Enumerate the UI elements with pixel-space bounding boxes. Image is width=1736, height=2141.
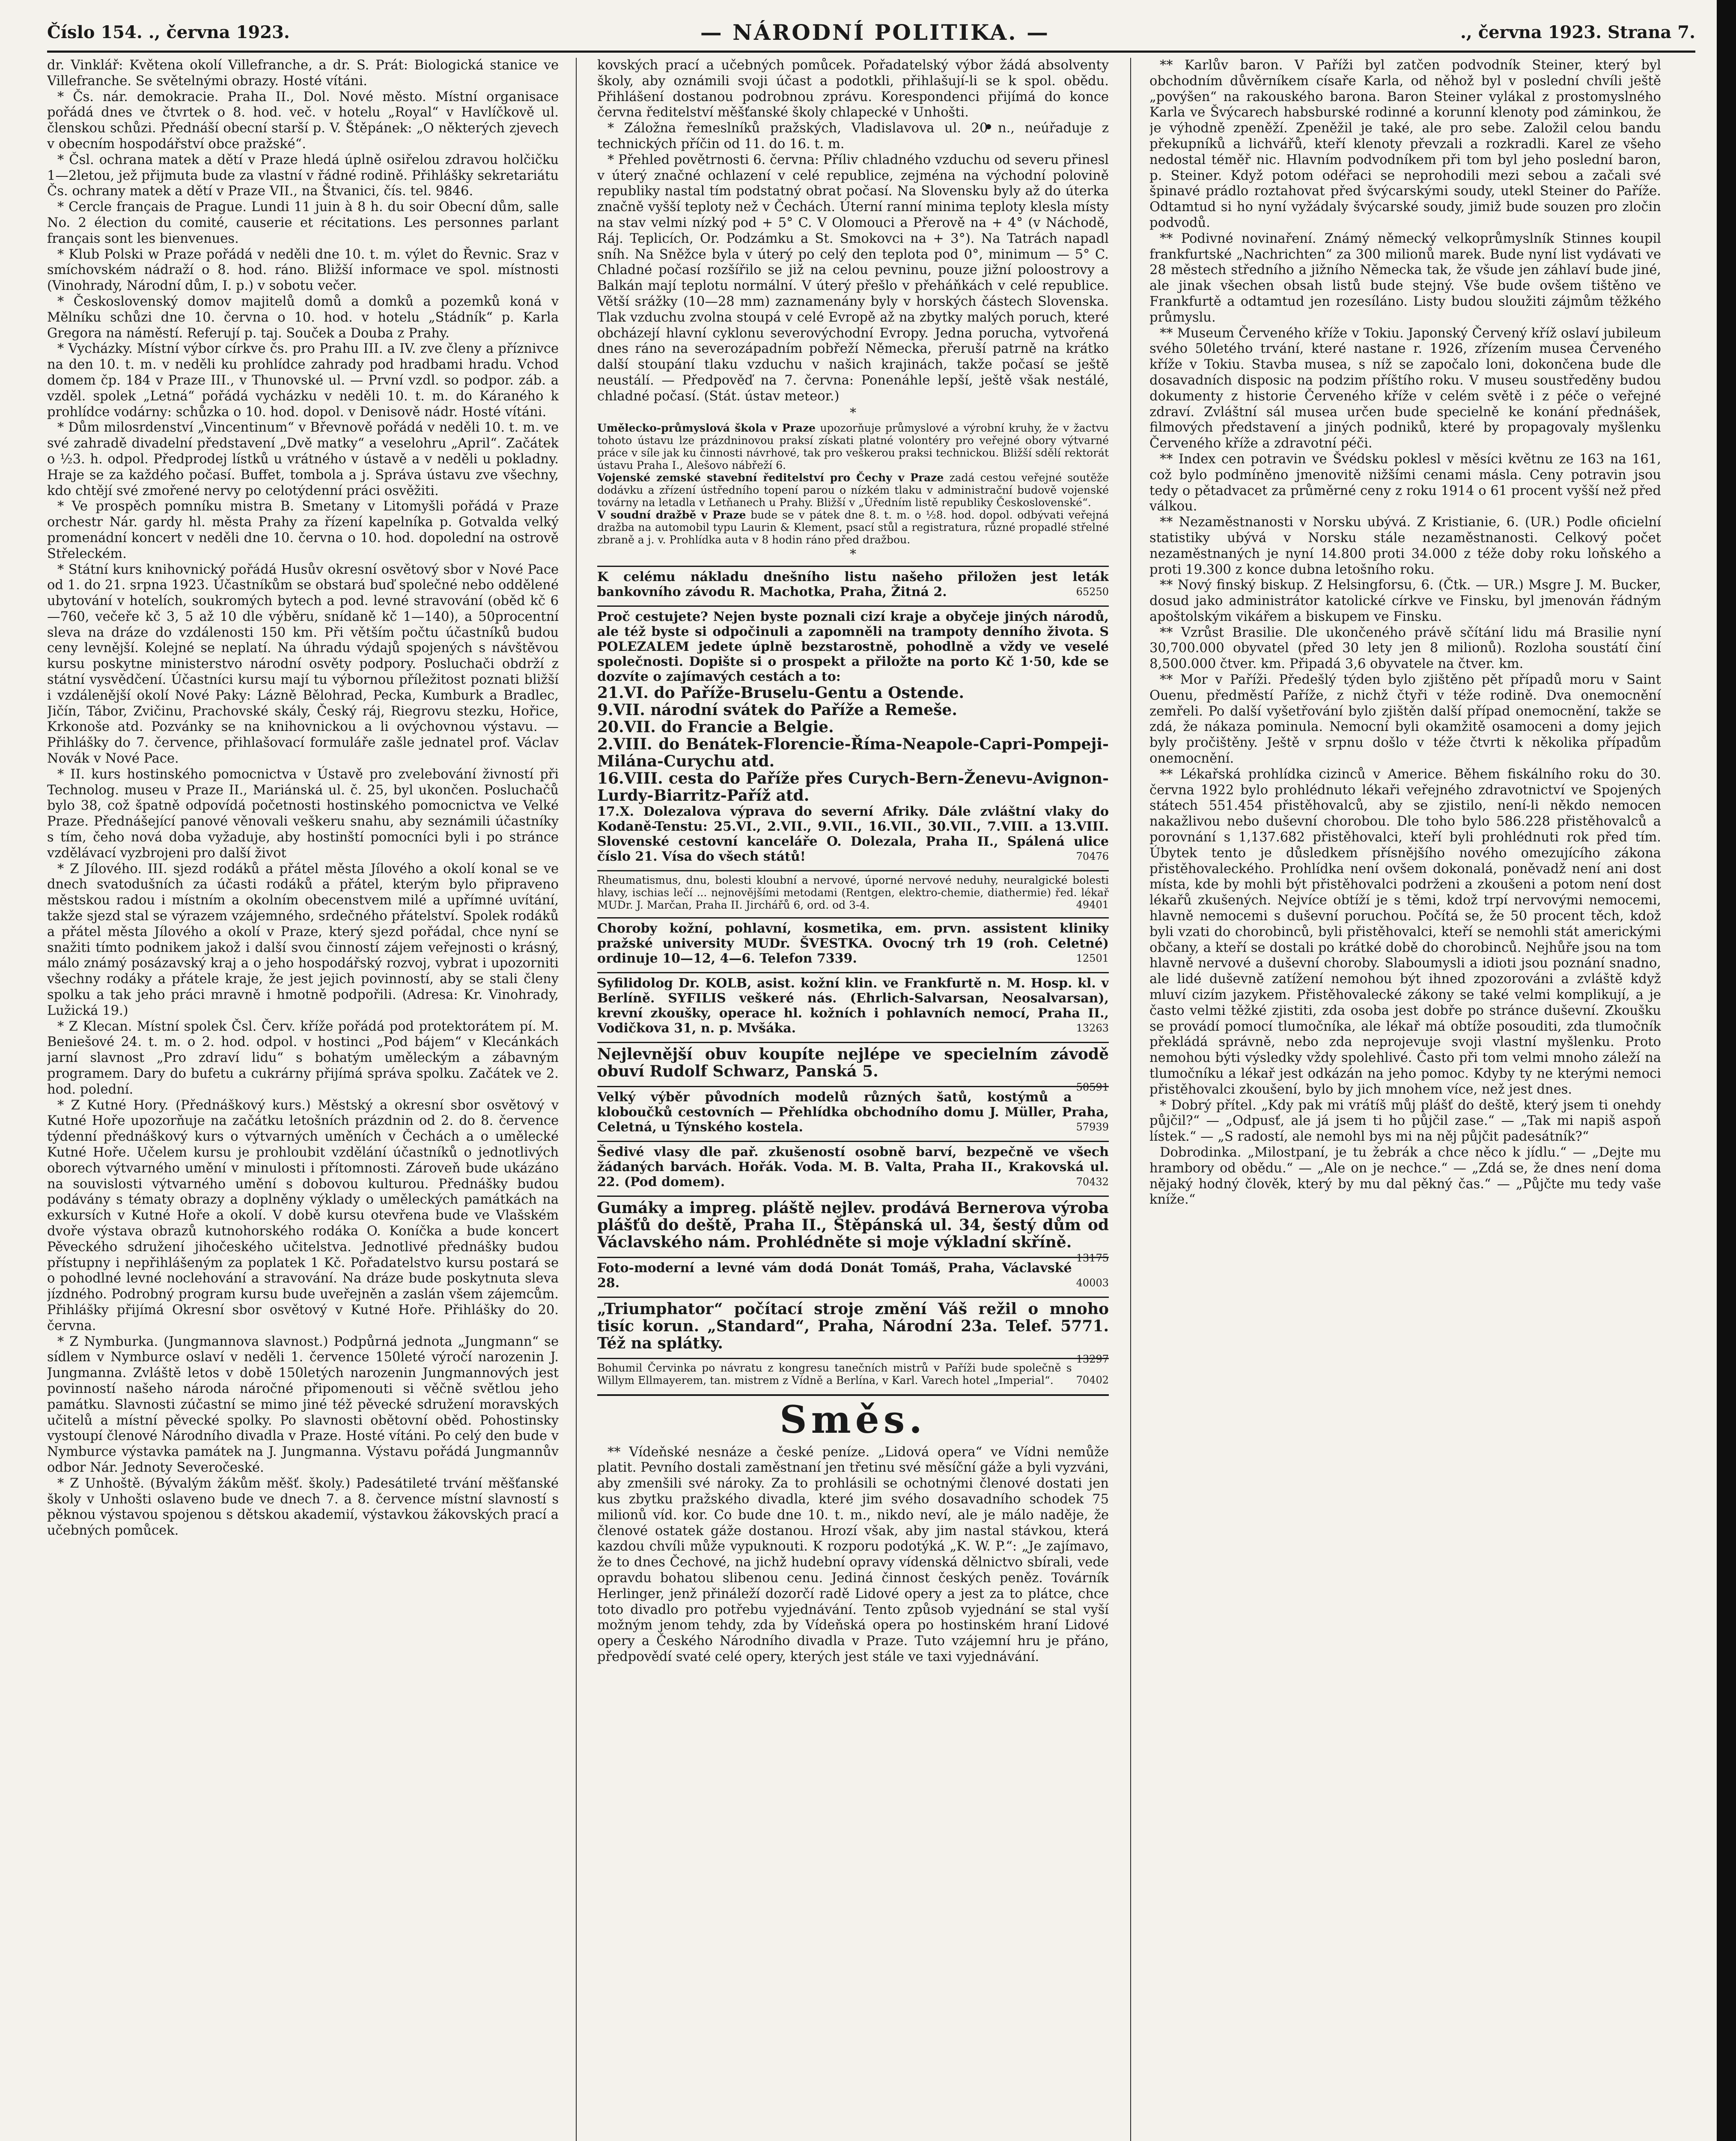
advert-code: 70432 bbox=[1076, 1175, 1109, 1188]
article-paragraph: * Přehled povětrnosti 6. června: Příliv chladného vzduchu od severu přinesl v úterý značné ochlazení v celé republice, zejména na východní polovině republiky nastal tím podstatný obrat počasí. Na Slovensku byly až do úterka značně vyšší teploty než v Čechách. Úterní ranní minima teploty klesla místy na stav velmi nízký pod + 5° C. V Olomouci a Přerově na + 4° (v Náchodě, Ráj. Teplicích, Or. Podzámku a St. Smokovci na + 3°). Na Tatrách napadl sníh. Na Sněžce byla v úterý po celý den teplota pod 0°, minimum — 5° C. Chladné počasí rozšířilo se již na celou pevninu, pouze jižní poloostrovy a Balkán mají teplotu normální. V úterý přešlo v přeháňkách v celé republice. Větší srážky (10—28 mm) zaznamenány byly v horských částech Slovenska. Tlak vzduchu zvolna stoupá v celé Evropě až na zbytky malých poruch, které obcházejí hlavní cyklonu severovýchodní Evropy. Jedna porucha, vytvořená dnes ráno na severozápadním pobřeží Německa, přeruší patrně na krátko další stoupání tlaku vzduchu v našich krajinách, takže počasí se ještě neustálí. — Předpověď na 7. června: Ponenáhle lepší, ještě však nestálé, chladné počasí. (Stát. ústav meteor.) bbox=[597, 152, 1109, 404]
separator-star: * bbox=[850, 546, 856, 562]
page-header bbox=[47, 17, 1695, 47]
separator-star: * bbox=[850, 405, 856, 420]
advert-text: Bohumil Červinka po návratu z kongresu tanečních mistrů v Paříži bude společně s Willym Ellmayerem, tan. mistrem z Vídně a Berlína, v Karl. Varech hotel „Imperial“. bbox=[597, 1361, 1072, 1387]
advert-code: 65250 bbox=[1076, 585, 1109, 598]
advert-code: 13297 bbox=[1076, 1353, 1109, 1365]
advert-code: 57939 bbox=[1076, 1121, 1109, 1133]
advert-text: „Triumphator“ počítací stroje změní Váš režil o mnoho tisíc korun. „Standard“, Praha, Národní 23a. Telef. 5771. Též na splátky. bbox=[597, 1300, 1109, 1352]
travel-line: 17.X. Dolezalova výprava do severní Afriky. Dále zvláštní vlaky do Kodaně-Tenstu: 25.VI., 2.VII., 9.VII., 16.VII., 30.VII., 7.VIII. a 13.VIII. Slovenské cestovní kanceláře O. Dolezala, Praha II., Spálená ulice číslo 21. Vísa do všech států! bbox=[597, 804, 1109, 864]
advert-code: 50591 bbox=[1076, 1081, 1109, 1093]
column-3 bbox=[1149, 58, 1661, 2141]
travel-line: 21.VI. do Paříže-Bruselu-Gentu a Ostende. bbox=[597, 683, 965, 702]
advert-text: K celému nákladu dnešního listu našeho přiložen jest leták bankovního závodu R. Machotka, Praha, Žitná 2. bbox=[597, 569, 1109, 599]
advert-code: 13263 bbox=[1076, 1022, 1109, 1034]
advert-text: Syfilidolog Dr. KOLB, asist. kožní klin. ve Frankfurtě n. M. Hosp. kl. v Berlíně. SYFILIS veškeré nás. (Ehrlich-Salvarsan, Neosalvarsan), krevní zkoušky, operace hl. kožních i pohlavních nemocí, Praha II., Vodičkova 31, n. p. Mvšáka. bbox=[597, 975, 1109, 1036]
article-paragraph: * Klub Polski w Praze pořádá v neděli dne 10. t. m. výlet do Řevnic. Sraz v smíchovském nádraží o 8. hod. ráno. Bližší informace ve spol. místnosti (Vinohrady, Národní dům, I. p.) v sobotu večer. bbox=[47, 247, 559, 294]
column-divider bbox=[576, 58, 577, 2141]
advert-text: Nejlevnější obuv koupíte nejlépe ve specielním závodě obuví Rudolf Schwarz, Panská 5. bbox=[597, 1045, 1109, 1080]
notice-title: Vojenské zemské stavební ředitelství pro Čechy v Praze bbox=[597, 471, 944, 484]
notice-ad bbox=[597, 509, 1109, 546]
advert bbox=[597, 1358, 1109, 1390]
article-paragraph: dr. Vinklář: Květena okolí Villefranche, a dr. S. Prát: Biologická stanice ve Villefranche. Se světelnými obrazy. Hosté vítáni. bbox=[47, 58, 559, 89]
section-heading-smes: Směs. bbox=[597, 1394, 1109, 1443]
article-paragraph: * Ve prospěch pomníku mistra B. Smetany v Litomyšli pořádá v Praze orchestr Nár. gardy hl. města Prahy za řízení kapelníka p. Gotvalda velký promenádní koncert v neděli dne 10. června o 10. hod. dopolední na ostrově Střeleckém. bbox=[47, 499, 559, 561]
article-paragraph: * Dobrý přítel. „Kdy pak mi vrátíš můj plášť do deště, který jsem ti onehdy půjčil?“ — „Odpusť, ale já jsem ti ho půjčil zase.“ — „Tak mi napiš aspoň lístek.“ — „S radostí, ale nemohl bys mi na něj půjčit padesátník?“ bbox=[1149, 1097, 1661, 1145]
column-1 bbox=[47, 58, 559, 2141]
advert bbox=[597, 1141, 1109, 1193]
notice-text: zadá cestou veřejné soutěže dodávku a zřízení ústředního topení parou o nízkém tlaku v administrační budově vojenské továrny na letadla v Letňanech u Prahy. Bližší v „Úředním listě republiky Československé“. bbox=[597, 471, 1109, 509]
article-paragraph: ** Lékařská prohlídka cizinců v Americe. Během fiskálního roku do 30. června 1922 bylo prohlédnuto lékaři veřejného zdravotnictví ve Spojených státech 551.454 přistěhovalců, aby se zjistilo, není-li někdo nemocen nakažlivou nebo duševní chorobou. Dle toho bylo 586.228 přistěhovalců a porovnání s 1,137.682 přistěhovalci, kteří byli prohlédnuti rok před tím. Úbytek tento je důsledkem přísnějšího nového omezujícího zákona přistěhovaleckého. Prohlídka není ovšem dokonalá, poněvadž není ani dost místa, kde by mohli být přistěhovalci podrženi a zkoušeni a potom není dost lékařů zkušených. Nejvíce obtíží je s těmi, kdož trpí nervovými nemocemi, hlavně nemocemi s duševní poruchou. Počítá se, že 50 procent těch, kdož byli vzati do chorobinců, byli přistěhovalci, kteří se nemohli stát americkými občany, a kteří se dostali po krátké době do chorobinců. Nejhůře jsou na tom hlavně nervové a duševní choroby. Slaboumysli a idioti jsou poznání snadno, ale lidé duševně zatížení nemohou být ihned zpozorováni a zvláště když mluví cizím jazykem. Přistěhovalecké zákony se také velmi komplikují, a je často velmi těžké zjistiti, zda osoba jest dobře po stránce duševní. Zkoušku se provádí pomocí tlumočníka, ale lékař má obtíže posouditi, zda tlumočník překládá správně, nebo zda neprojevuje svoji vlastní myšlenku. Proto nemohou býti výsledky vždy spolehlivé. Často při tom velmi mnoho záleží na tlumočníku a lékař jest odkázán na jeho pomoc. Kdyby ty ne kterými nemoci přistěhovalci zkoušení, bylo by jich mnohem více, než jest dnes. bbox=[1149, 766, 1661, 1097]
article-paragraph: * Československý domov majitelů domů a domků a pozemků koná v Mělníku schůzi dne 10. června o 10. hod. v hotelu „Stádník“ p. Karla Gregora na náměstí. Referují p. taj. Souček a Douba z Prahy. bbox=[47, 294, 559, 341]
advert bbox=[597, 1196, 1109, 1264]
article-paragraph: kovských prací a učebných pomůcek. Pořadatelský výbor žádá absolventy školy, aby oznámili svoji účast a podotkli, přihlašují-li se k spol. obědu. Přihlášení dostanou podrobnou zprávu. Korespondenci přijímá do konce června ředitelství měšťanské školy chlapecké v Unhošti. bbox=[597, 58, 1109, 120]
advert bbox=[597, 566, 1109, 603]
advert-code: 13175 bbox=[1076, 1252, 1109, 1264]
scan-edge-shadow bbox=[1717, 0, 1736, 2141]
header-issue: Číslo 154. ., června 1923. bbox=[47, 22, 290, 42]
article-paragraph: * Čs. nár. demokracie. Praha II., Dol. Nové město. Místní organisace pořádá dnes ve čtvrtek o 8. hod. več. v hotelu „Royal“ v Havlíčkově ul. členskou schůzi. Přednáší obecní starší p. V. Štěpánek: „O některých zjevech v obecním hospodářství obce pražské“. bbox=[47, 89, 559, 152]
article-paragraph: ** Karlův baron. V Paříži byl zatčen podvodník Steiner, který byl obchodním důvěrníkem císaře Karla, od něhož byl v poslední chvíli ještě „povýšen“ na rakouského barona. Baron Steiner vylákal z prostomyslného Karla ve Švýcarech habsburské rodinné a korunní klenoty pod záminkou, že je výhodně zpeněží. Zpeněžil je také, ale pro sebe. Založil celou bandu překupníků a lichvářů, kteří klenoty převzali a rozkradli. Karel ze všeho nedostal téměř nic. Hlavním podvodníkem při tom byl jeho poslední baron, p. Steiner. Když potom odéřaci se neprohodili mezi sebou a začali své špinavé prádlo roztahovat před švýcarskými soudy, utekl Steiner do Paříže. Odtamtud si ho nyní vyžádaly švýcarské soudy, jimiž bude souzen pro zločin podvodů. bbox=[1149, 58, 1661, 230]
article-paragraph: ** Vídeňské nesnáze a české peníze. „Lidová opera“ ve Vídni nemůže platit. Pevního dostali zaměstnaní jen třetinu své měsíční gáže a byli vyzváni, aby zmenšili své nároky. Za to prohlásili se ochotnými členové dostati jen kus zbytku pražského divadla, které jim svého dosavadního schodek 75 milionů víd. kor. Co bude dne 10. t. m., nikdo neví, ale je málo naděje, že členové ostatek gáže dostanou. Hrozí však, aby jim nastal stávkou, která kazdou chvíli může vypuknouti. K rozporu podotýká „K. W. P.“: „Je zajímavo, že to dnes Čechové, na jichž hudební opravy vídenská dělnictvo sbírali, vede opravdu bohatou slibenou cenu. Jediná činnost českých peněz. Továrník Herlinger, jenž přináleží dozorčí radě Lidové opery a jest za to plátce, chce toto divadlo pro potřebu vyjednávání. Tento způsob vyjednání se stal vyší možným jenom tehdy, zda by Vídeňská opera po hostinském hraní Lidové opery a Českého Národního divadla v Praze. Tuto vzájemní hru je přáno, předpovědí svaté celé opery, kterých jest stále ve taxi vyjednávání. bbox=[597, 1444, 1109, 1664]
travel-line: 16.VIII. cesta do Paříže přes Curych-Bern-Ženevu-Avignon-Lurdy-Biarritz-Paříž atd. bbox=[597, 769, 1109, 805]
article-paragraph: * Z Nymburka. (Jungmannova slavnost.) Podpůrná jednota „Jungmann“ se sídlem v Nymburce oslaví v neděli 1. července 150leté výročí narozenin J. Jungmanna. Zvláště letos v době 150letých narozenin Jungmannových jest povinností našeho národa náročné připomenouti si věčně světlou jeho památku. Slavnosti zúčastní se mimo jiné též pěvecké sdružení moravských učitelů a místní pěvecké spolky. Po slavnosti obětovní oběd. Pohostinsky vystoupí členové Národního divadla v Praze. Hosté vítáni. Po celý den bude v Nymburce výstavka památek na J. Jungmanna. Výstavu pořádá Jungmannův odbor Nár. Jednoty Severočeské. bbox=[47, 1334, 559, 1475]
article-paragraph: * Dům milosrdenství „Vincentinum“ v Břevnově pořádá v neděli 10. t. m. ve své zahradě divadelní představení „Dvě matky“ a veselohru „April“. Začátek o ½3. h. odpol. Předprodej lístků u vrátného v ústavě a v neděli u pokladny. Hraje se za každého počasí. Buffet, tombola a j. Správa ústavu zve všechny, kdo chtějí své zmořené nervy po celotýdenní práci osvěžiti. bbox=[47, 420, 559, 498]
article-paragraph: * Z Klecan. Místní spolek Čsl. Červ. kříže pořádá pod protektorátem pí. M. Beniešové 24. t. m. o 2. hod. odpol. v hostinci „Pod bájem“ v Klecánkách jarní slavnost „Pro zdraví lidu“ s bohatým uměleckým a zábavným programem. Dary do bufetu a cukrárny přijímá správa spolku. Začátek ve 2. hod. polední. bbox=[47, 1019, 559, 1097]
travel-line: 9.VII. národní svátek do Paříže a Remeše. bbox=[597, 701, 957, 719]
notice-text: upozorňuje průmyslové a výrobní kruhy, že v žactvu tohoto ústavu lze prázdninovou praksí získati platné volontéry pro veřejné obory výtvarné práce v síle jak ku činnosti návrhové, tak pro veškerou praksi technickou. Bližší sdělí rektorát ústavu Praha I., Alešovo nábřeží 6. bbox=[597, 421, 1109, 471]
notice-ad bbox=[597, 422, 1109, 471]
article-paragraph: * Záložna řemeslníků pražských, Vladislavova ul. 20 n., neúřaduje z technických příčin od 11. do 16. t. m. bbox=[597, 121, 1109, 152]
advert-code: 70476 bbox=[1076, 850, 1109, 862]
advert-code: 49401 bbox=[1076, 898, 1109, 911]
notice-title: Umělecko-průmyslová škola v Praze bbox=[597, 421, 816, 434]
article-paragraph: * Čsl. ochrana matek a dětí v Praze hledá úplně osiřelou zdravou holčičku 1—2letou, jež přijmuta bude za vlastní v řádné rodině. Přihlášky sekretariátu Čs. ochrany matek a dětí v Praze VII., na Štvanici, čís. tel. 9846. bbox=[47, 152, 559, 199]
article-paragraph: * II. kurs hostinského pomocnictva v Ústavě pro zvelebování živností při Technolog. museu v Praze II., Mariánská ul. č. 25, byl ukončen. Posluchačů bylo 38, což špatně odpovídá početnosti hostinského pomocnictva ve Velké Praze. Přednášející panové věnovali veškeru snahu, aby seznámili účastníky s tím, čeho nová doba vyžaduje, aby hostinští pomocníci byli i po stránce vzdělávací vyzbrojeni pro další život bbox=[47, 766, 559, 861]
advert bbox=[597, 1257, 1109, 1294]
travel-line: 20.VII. do Francie a Belgie. bbox=[597, 718, 834, 736]
advert-text: Rheumatismus, dnu, bolesti kloubní a nervové, úporné nervové neduhy, neuralgické bolesti hlavy, ischias lečí ... nejnovějšími metodami (Rentgen, elektro-chemie, diathermie) řed. lékař MUDr. J. Marčan, Praha II. Jirchářů 6, ord. od 3-4. bbox=[597, 874, 1109, 911]
article-paragraph: ** Mor v Paříži. Předešlý týden bylo zjištěno pět případů moru v Saint Ouenu, předměstí Paříže, z nichž čtyři v téže rodině. Dva onemocnění zemřeli. Po další vyšetřování bylo zjištěn další případ onemocnění, takže se zdá, že nákaza pominula. Nemocní byli okamžitě osamoceni a domy jejich byly pročištěny. Ještě v srpnu došlo v téže čtvrti k několika případům onemocnění. bbox=[1149, 672, 1661, 766]
article-paragraph: ** Museum Červeného kříže v Tokiu. Japonský Červený kříž oslaví jubileum svého 50letého trvání, které nastane r. 1926, zřízením musea Červeného kříže v Tokiu. Stavba musea, s níž se započalo loni, dokončena bude dle dosavadních disposic na podzim příštího roku. V museu soustředěny budou dokumenty z historie Červeného kříže v celém světě i z péče o veřejné zdraví. Zvláštní sál musea určen bude specielně ke konání přednášek, filmových představení a jiných podniků, které by propagovaly myšlenku Červeného kříže a zdravotní péči. bbox=[1149, 325, 1661, 451]
advert bbox=[597, 1297, 1109, 1365]
article-paragraph: * Z Unhoště. (Bývalým žákům měšť. školy.) Padesátileté trvání měšťanské školy v Unhošti oslaveno bude ve dnech 7. a 8. července místní slavností s pěknou výstavou spojenou s dětskou akademií, výstavkou žákovských prací a učebných pomůcek. bbox=[47, 1476, 559, 1539]
advert-text: Velký výběr původních modelů různých šatů, kostýmů a kloboučků cestovních — Přehlídka obchodního domu J. Müller, Praha, Celetná, u Týnského kostela. bbox=[597, 1089, 1109, 1135]
travel-line: 2.VIII. do Benátek-Florencie-Říma-Neapole-Capri-Pompeji-Milána-Curychu atd. bbox=[597, 735, 1109, 770]
article-paragraph: * Z Jílového. III. sjezd rodáků a přátel města Jílového a okolí konal se ve dnech svatodušních za účasti rodáků a přátel, kterým bylo připraveno městskou radou i místním a okolním obecenstvem milé a upřímné uvítání, takže sjezd stal se výrazem vzájemného, srdečného přátelství. Spolek rodáků a přátel města Jílového a okolí v Praze, který sjezd pořádal, chce nyní se snažiti tímto podnikem jakož i další svou činností zájem veřejnosti o krásný, málo známý posázavský kraj a o jeho hospodářský rozvoj, vybrat i upozorniti všechny rodáky a přátele kraje, že jest jejich povinností, aby se stali členy spolku a tak jeho práci mravně i hmotně podpořili. (Adresa: Kr. Vinohrady, Lužická 19.) bbox=[47, 861, 559, 1018]
advert bbox=[597, 1086, 1109, 1138]
advert bbox=[597, 1042, 1109, 1093]
notice-title: V soudní dražbě v Praze bbox=[597, 508, 746, 521]
article-paragraph: ** Nový finský biskup. Z Helsingforsu, 6. (Čtk. — UR.) Msgre J. M. Bucker, dosud jako administrátor katolické církve ve Finsku, byl jmenován řádným apoštolským vikářem a biskupem ve Finsku. bbox=[1149, 578, 1661, 624]
article-paragraph: Dobrodinka. „Milostpaní, je tu žebrák a chce něco k jídlu.“ — „Dejte mu hrambory od obědu.“ — „Ale on je nechce.“ — „Zdá se, že dnes není doma nějaký hodný člověk, který by mu dal pěkný čas.“ — „Půjčte mu tedy vaše kníže.“ bbox=[1149, 1145, 1661, 1208]
article-paragraph: * Cercle français de Prague. Lundi 11 juin à 8 h. du soir Obecní dům, salle No. 2 élection du comité, causerie et récitations. Les personnes parlant français sont les bienvenues. bbox=[47, 200, 559, 246]
article-paragraph: * Z Kutné Hory. (Přednáškový kurs.) Městský a okresní sbor osvětový v Kutné Hoře upozorňuje na začátku letošních prázdnin od 2. do 8. července týdenní přednáškový kurs o výtvarných uměních v Čechách a o umělecké Kutné Hoře. Učelem kursu je prohloubit vzdělání účastníků o jednotlivých oborech výtvarného umění v minulosti i přítomnosti. Zároveň bude ukázáno na souvislosti výtvarného umění s dobovou kulturou. Přednášky budou podávány s tématy obrazy a doplněny výklady o uměleckých památkách na exkursích v Kutné Hoře a okolí. V době kursu otevřena bude ve Vlašském dvoře výstava obrazů kutnohorského rodáka O. Koníčka a bude koncert Pěveckého sdružení jihočeského učitelstva. Jednotlivé přednášky budou přístupny i nepřihlášeným za poplatek 1 Kč. Pořadatelstvo kursu postará se o pohodlné levné noclehování a stravování. Na dráze bude poskytnuta sleva jízdného. Podrobný program kursu bude uveřejněn a zaslán všem zájemcům. Přihlášky přijímá Okresní sbor osvětový v Kutné Hoře. Přihlášky do 20. června. bbox=[47, 1097, 559, 1333]
masthead-title: — NÁRODNÍ POLITIKA. — bbox=[700, 19, 1050, 45]
notice-ad bbox=[597, 471, 1109, 509]
column-divider bbox=[1130, 58, 1131, 2141]
advert-text: Proč cestujete? Nejen byste poznali cizí kraje a obyčeje jiných národů, ale též byste si odpočinuli a zapomněli na trampoty denního života. S POLEZALEM jedete úplně bezstarostně, pohodlně a vždy ve veselé společnosti. Dopište si o prospekt a přiložte na porto Kč 1·50, kde se dozvíte o zajímavých cestách a to: bbox=[597, 609, 1109, 684]
advert bbox=[597, 870, 1109, 915]
notice-text: bude se v pátek dne 8. t. m. o ½8. hod. dopol. odbývati veřejná dražba na automobil typu Laurin & Klement, psací stůl a registratura, různé propadlé střelné zbraně a j. v. Prohlídka auta v 8 hodin ráno před dražbou. bbox=[597, 508, 1109, 546]
advert-text: Šedivé vlasy dle pař. zkušeností osobně barví, bezpečně ve všech žádaných barvách. Hořák. Voda. M. B. Valta, Praha II., Krakovská ul. 22. (Pod domem). bbox=[597, 1144, 1109, 1190]
advert bbox=[597, 917, 1109, 969]
advert-code: 12501 bbox=[1076, 952, 1109, 964]
header-date-page: ., června 1923. Strana 7. bbox=[1460, 22, 1695, 42]
article-paragraph: * Vycházky. Místní výbor církve čs. pro Prahu III. a IV. zve členy a příznivce na den 10. t. m. v neděli ku prohlídce zahrady pod hradbami hradu. Vchod domem čp. 184 v Praze III., v Thunovské ul. — První vzdl. so podpor. záb. a vzděl. spolek „Letná“ pořádá vycházku v neděli 10. t. m. do Káraného k prohlídce vodárny: schůzka o 10. hod. dopol. v Denisově nádr. Hosté vítáni. bbox=[47, 341, 559, 420]
header-rule bbox=[47, 51, 1695, 53]
advert-travel bbox=[597, 605, 1109, 868]
article-paragraph: ** Podivné novinaření. Známý německý velkoprůmyslník Stinnes koupil frankfurtské „Nachrichten“ za 300 milionů marek. Bude nyní list vydávati ve 28 městech středního a jižního Německa tak, že všude jen záhlaví bude jiné, ale jinak všechen obsah listů bude stejný. Vše bude ovšem tištěno ve Frankfurtě a odtamtud jen rozesíláno. Listy budou sloužiti zájmům těžkého průmyslu. bbox=[1149, 231, 1661, 325]
advert-text: Foto-moderní a levné vám dodá Donát Tomáš, Praha, Václavské 28. bbox=[597, 1260, 1072, 1291]
advert-text: Gumáky a impreg. pláště nejlev. prodává Bernerova výroba plášťů do deště, Praha II., Štěpánská ul. 34, šestý dům od Václavského nám. Prohlédněte si moje výkladní skříně. bbox=[597, 1199, 1109, 1251]
article-paragraph: ** Index cen potravin ve Švédsku poklesl v měsíci květnu ze 163 na 161, což bylo podmíněno jmenovitě nižšími cenami másla. Ceny potravin jsou tedy o pětadvacet za průměrné ceny z roku 1914 o 61 procent vyšší než před válkou. bbox=[1149, 451, 1661, 514]
article-paragraph: ** Vzrůst Brasilie. Dle ukončeného právě sčítání lidu má Brasilie nyní 30,700.000 obyvatel (před 30 lety jen 8 milionů). Rozloha soustátí činí 8,500.000 čtver. km. Připadá 3,6 obyvatele na čtver. km. bbox=[1149, 625, 1661, 672]
article-paragraph: * Státní kurs knihovnický pořádá Husův okresní osvětový sbor v Nové Pace od 1. do 21. srpna 1923. Účastníkům se obstará buď společné nebo oddělené ubytování v hotelích, soukromých bytech a pod. levné stravování (oběd kč 6—760, večeře kč 3, 5 až 10 dle výběru, snídaně kč 1—140), a 50procentní sleva na dráze do vzdálenosti 150 km. Při větším počtu účastníků budou ceny levnější. Kolejné se neplatí. Na úhradu výdajů spojených s návštěvou kursu poskytne ministerstvo národní osvěty podpory. Posluchači obdrží z státní vysvědčení. Účastníci kursu mají tu výbornou příležitost poznati bližší i vzdálenější okolí Nové Paky: Lázně Bělohrad, Pecka, Kumburk a Bradlec, Jičín, Tábor, Zvičinu, Prachovské skály, Český ráj, Riegrovu stezku, Hořice, Krkonoše atd. Pozvánky se na knihovnickou a li ovýchovnou výstavu. — Přihlášky do 7. července, přihlašovací formuláře zašle jednatel prof. Václav Novák v Nové Pace. bbox=[47, 562, 559, 766]
advert-text: Choroby kožní, pohlavní, kosmetika, em. prvn. assistent kliniky pražské university MUDr. ŠVESTKA. Ovocný trh 19 (roh. Celetné) ordinuje 10—12, 4—6. Telefon 7339. bbox=[597, 921, 1109, 966]
article-paragraph: ** Nezaměstnanosti v Norsku ubývá. Z Kristianie, 6. (UR.) Podle oficielní statistiky ubývá v Norsku stále nezaměstnanosti. Celkový počet nezaměstnaných je nyní 14.800 proti 34.000 z téže doby roku loňského a proti 19.300 z konce dubna letošního roku. bbox=[1149, 515, 1661, 577]
advert bbox=[597, 972, 1109, 1039]
column-2 bbox=[597, 58, 1109, 2141]
advert-code: 40003 bbox=[1076, 1276, 1109, 1289]
advert-code: 70402 bbox=[1076, 1374, 1109, 1386]
